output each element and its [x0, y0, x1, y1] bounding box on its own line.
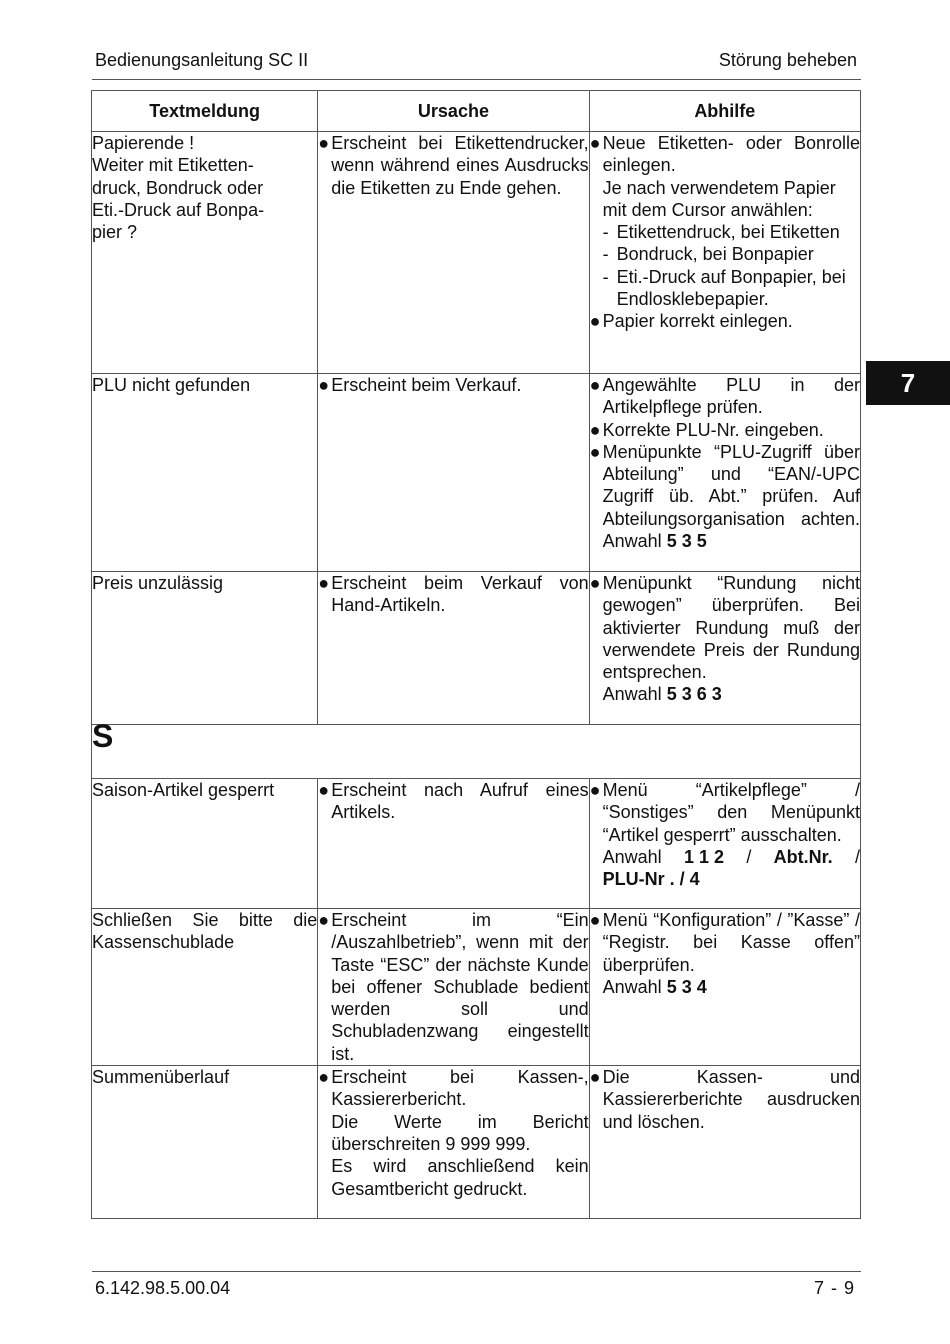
header-title: Bedienungsanleitung SC II — [95, 50, 309, 70]
remedy-text: Die Kassen- und Kassiererberichte ausdrucken und löschen. — [602, 1067, 860, 1132]
remedy-text: Menüpunkt “Rundung nicht gewogen” überprüfen. Bei aktivierter Rundung muß der verwendete Preis der Rundung entsprechen. — [602, 573, 860, 683]
plu-nr-label: PLU-Nr . — [602, 869, 675, 890]
dash-marker: - — [602, 266, 609, 287]
cause-cell — [318, 132, 589, 374]
anwahl-label: Anwahl — [602, 684, 662, 705]
remedy-text: Neue Etiketten- oder Bonrolle einlegen. — [602, 133, 860, 176]
remedy-text: Angewählte PLU in der Artikelpflege prüfen. — [602, 375, 860, 418]
bullet-icon: ● — [589, 910, 601, 930]
bullet-icon: ● — [589, 780, 601, 800]
bullet-icon: ● — [589, 441, 601, 462]
table-row — [92, 779, 861, 909]
cause-cell — [318, 374, 589, 572]
table-row — [92, 132, 861, 374]
cause-cell — [318, 909, 589, 1066]
remedy-cell — [589, 909, 860, 1066]
table-row — [92, 572, 861, 725]
remedy-text: Menü “Artikelpflege” / “Sonstiges” den Menüpunkt “Artikel gesperrt” ausschalten. — [602, 780, 860, 845]
column-header-textmeldung: Textmeldung — [92, 91, 318, 132]
bullet-icon: ● — [589, 311, 601, 332]
page-number: 7 - 9 — [813, 1278, 855, 1298]
section-letter: S — [92, 725, 861, 779]
bullet-icon: ● — [589, 573, 601, 593]
bullet-icon: ● — [318, 133, 330, 153]
bullet-icon: ● — [318, 1067, 330, 1088]
bullet-icon: ● — [589, 419, 601, 440]
bullet-icon: ● — [318, 573, 330, 593]
menu-code: 5 3 6 3 — [666, 684, 722, 705]
cause-text: Erscheint beim Verkauf von Hand-Artikeln. — [331, 573, 589, 616]
message-line: druck, Bondruck oder — [92, 177, 264, 198]
cause-text: Erscheint im “Ein /Auszahlbetrieb”, wenn mit der Taste “ESC” der nächste Kunde bei offener Schublade bedient werden soll und Schubladenzwang eingestellt ist. — [331, 910, 589, 1064]
table-header-row — [92, 91, 861, 132]
bullet-icon: ● — [318, 375, 330, 395]
remedy-cell — [589, 572, 860, 725]
chapter-tab: 7 — [866, 361, 950, 405]
header-divider — [92, 79, 861, 80]
message-cell — [92, 132, 318, 374]
column-header-ursache: Ursache — [318, 91, 589, 132]
menu-code: / 4 — [679, 869, 700, 890]
abt-nr-label: Abt.Nr. — [773, 846, 833, 867]
table-row — [92, 909, 861, 1066]
remedy-text: Je nach verwendetem Papier mit dem Cursor anwählen: — [602, 177, 836, 220]
remedy-text: Papier korrekt einlegen. — [602, 311, 793, 332]
message-cell: Summenüberlauf — [92, 1066, 318, 1219]
dash-marker: - — [602, 222, 609, 243]
remedy-text: Korrekte PLU-Nr. eingeben. — [602, 419, 824, 440]
table-row — [92, 374, 861, 572]
message-line: pier ? — [92, 222, 138, 243]
table-row — [92, 1066, 861, 1219]
bullet-icon: ● — [589, 375, 601, 395]
cause-cell — [318, 572, 589, 725]
bullet-icon: ● — [589, 1067, 601, 1088]
message-cell: Saison-Artikel gesperrt — [92, 779, 318, 909]
cause-text: Es wird anschließend kein Gesamtbericht gedruckt. — [331, 1156, 589, 1199]
remedy-cell — [589, 132, 860, 374]
message-line: Eti.-Druck auf Bonpa- — [92, 199, 265, 220]
remedy-cell — [589, 374, 860, 572]
column-header-abhilfe: Abhilfe — [589, 91, 860, 132]
cause-text: Die Werte im Bericht überschreiten 9 999 999. — [331, 1111, 589, 1154]
remedy-text: Menü “Konfiguration” / ”Kasse” / “Registr. bei Kasse offen” überprüfen. — [602, 910, 860, 975]
header-section: Störung beheben — [718, 50, 857, 70]
cause-cell — [318, 779, 589, 909]
remedy-text: Menüpunkte “PLU-Zugriff über Abteilung” und “EAN/-UPC Zugriff üb. Abt.” prüfen. Auf Abteilungsorganisation achten. Anwahl — [602, 441, 860, 552]
cause-text: Erscheint nach Aufruf eines Artikels. — [331, 780, 589, 823]
document-number: 6.142.98.5.00.04 — [95, 1278, 231, 1298]
remedy-cell — [589, 779, 860, 909]
menu-code: 5 3 4 — [666, 976, 707, 997]
cause-text: Erscheint beim Verkauf. — [331, 375, 522, 395]
bullet-icon: ● — [318, 910, 330, 930]
message-cell: Schließen Sie bitte die Kassenschublade — [92, 909, 318, 1066]
remedy-cell — [589, 1066, 860, 1219]
anwahl-label: Anwahl — [602, 976, 662, 997]
menu-code: 5 3 5 — [666, 531, 707, 552]
section-row — [92, 725, 861, 779]
message-cell: Preis unzulässig — [92, 572, 318, 725]
remedy-option: Bondruck, bei Bonpapier — [616, 244, 814, 265]
message-line: Papierende ! — [92, 133, 195, 153]
cause-cell — [318, 1066, 589, 1219]
dash-marker: - — [602, 244, 609, 265]
separator: / — [854, 846, 860, 867]
error-message-table — [91, 90, 861, 1219]
separator: / — [746, 846, 752, 867]
bullet-icon: ● — [318, 780, 330, 800]
cause-text: Erscheint bei Etikettendrucker, wenn während eines Ausdrucks die Etiketten zu Ende gehen. — [331, 133, 589, 198]
anwahl-label: Anwahl — [602, 846, 662, 867]
remedy-option: Etikettendruck, bei Etiketten — [616, 222, 840, 243]
bullet-icon: ● — [589, 133, 601, 153]
menu-code: 1 1 2 — [683, 846, 725, 867]
remedy-option: Eti.-Druck auf Bonpapier, bei Endlosklebepapier. — [616, 266, 846, 310]
message-cell: PLU nicht gefunden — [92, 374, 318, 572]
cause-text: Erscheint bei Kassen-, Kassiererbericht. — [331, 1067, 589, 1110]
footer-divider — [92, 1271, 861, 1272]
message-line: Weiter mit Etiketten- — [92, 155, 254, 176]
